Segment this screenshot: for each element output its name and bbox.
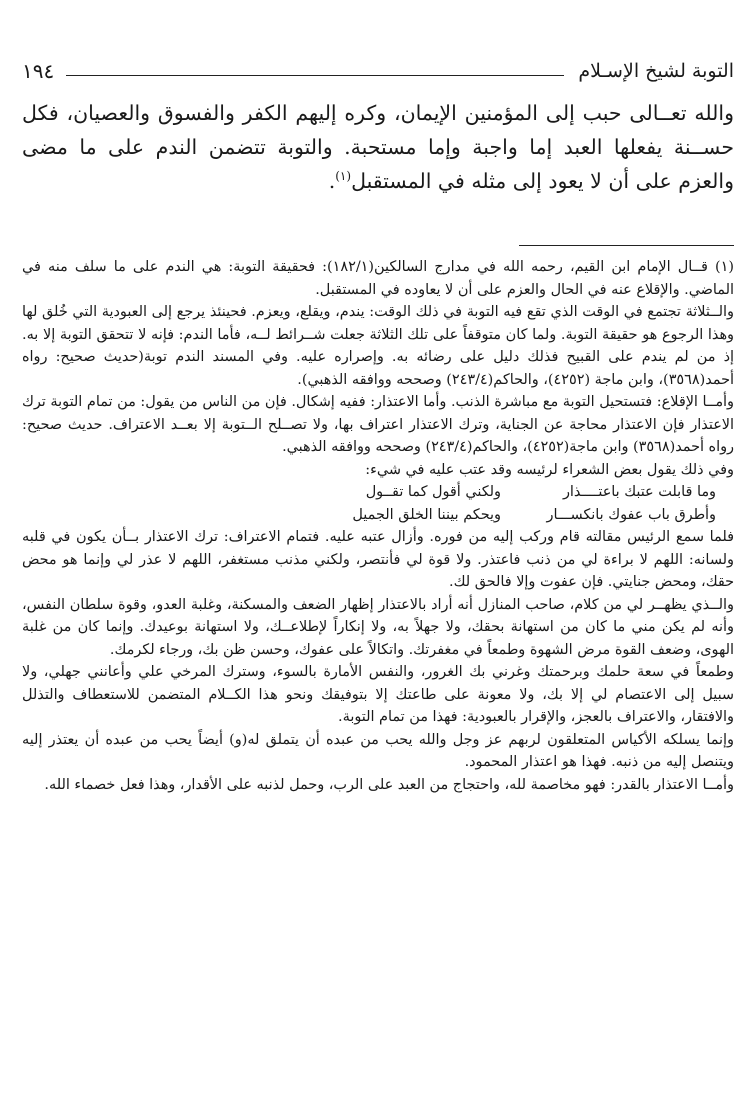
footnote-paragraph: (١) قــال الإمام ابن القيم، رحمه الله في مدارج السالكين(١٨٢/١): فحقيقة التوبة: هي الندم على ما سلف منه في الماضي. والإقلاع عنه في الحال والعزم على أن لا يعاوده في المستقبل. (22, 259, 734, 298)
footnote-paragraph: وطمعاً في سعة حلمك وبرحمتك وغرني بك الغرور، والنفس الأمارة بالسوء، وسترك المرخي علي وأعانني جهلي، ولا سبيل إلى الاعتصام لي إلا بك، ولا معونة على طاعتك إلا بتوفيقك ونحو هذا الكــلام المتضمن للاستعطاف والتذلل والافتقار، والاعتراف بالعجز، والإقرار بالعبودية: فهذا من تمام التوبة. (22, 664, 734, 725)
main-paragraph-text: والله تعــالى حبب إلى المؤمنين الإيمان، وكره إليهم الكفر والفسوق والعصيان، فكل حســنة يفعلها العبد إما واجبة وإما مستحبة. والتوبة تتضمن الندم على ما مضى والعزم على أن لا يعود إلى مثله في المستقبل (22, 101, 734, 193)
main-text (22, 96, 734, 198)
verse-hemistich: ولكني أقول كما تقــول (365, 484, 501, 500)
verse-hemistich: ويحكم بيننا الخلق الجميل (352, 506, 501, 523)
footnote-paragraph: وأمــا الاعتذار بالقدر: فهو مخاصمة لله، واحتجاج من العبد على الرب، وحمل لذنبه على الأقدار، وهذا فعل خصماء الله. (44, 776, 734, 793)
running-header (22, 56, 734, 86)
footnote-paragraph: وأمــا الإقلاع: فتستحيل التوبة مع مباشرة الذنب. وأما الاعتذار: ففيه إشكال. فإن من الناس من يقول: من تمام التوبة ترك الاعتذار فإن الاعتذار محاجة عن الجناية، وترك الاعتذار اعتراف بها، ولا تصــلح الــتوبة إلا بعــد الاعتراف. حديث صحيح: رواه أحمد(٣٥٦٨) وابن ماجة(٤٢٥٢)، والحاكم(٢٤٣/٤) وصححه ووافقه الذهبي. (22, 394, 734, 455)
footnote-paragraph: وإنما يسلكه الأكياس المتعلقون لربهم عز وجل والله يحب من عبده أن يتملق له(و) أيضاً يحب من عبده أن يعتذر إليه ويتنصل إليه من ذنبه. فهذا هو اعتذار المحمود. (22, 731, 734, 770)
main-paragraph: والله تعــالى حبب إلى المؤمنين الإيمان، وكره إليهم الكفر والفسوق والعصيان، فكل حســنة يفعلها العبد إما واجبة وإما مستحبة. والتوبة تتضمن الندم على ما مضى والعزم على أن لا يعود إلى مثله في المستقبل$^{(١)}$. (22, 101, 734, 193)
footnote-paragraph: وفي ذلك يقول بعض الشعراء لرئيسه وقد عتب عليه في شيء: (365, 461, 734, 478)
footnote-reference: (١) (335, 169, 352, 184)
verse-hemistich: وأطرق باب عفوك بانكســـار (546, 506, 716, 523)
header-rule (66, 75, 564, 76)
page-number: ١٩٤ (22, 59, 55, 83)
footnotes (22, 256, 734, 796)
footnote-paragraph: والــثلاثة تجتمع في الوقت الذي تقع فيه التوبة في ذلك الوقت: يندم، ويقلع، ويعزم. فحينئذ يرجع إلى العبودية التي خُلق لها وهذا الرجوع هو حقيقة التوبة. ولما كان متوقفاً على تلك الثلاثة جعلت شــرائط لــه، فأما الندم: فإنه لا تتحقق التوبة إلا به. إذ من لم يندم على القبيح فذلك دليل على رضائه به. وإصراره عليه. وفي المسند الندم توبة(حديث صحيح: رواه أحمد(٣٥٦٨)، وابن ماجة (٤٢٥٢)، والحاكم(٢٤٣/٤) وصححه ووافقه الذهبي). (22, 304, 734, 388)
footnote-paragraph: والــذي يظهــر لي من كلام، صاحب المنازل أنه أراد بالاعتذار إظهار الضعف والمسكنة، وغلبة العدو، وقوة سلطان النفس، وأنه لم يكن مني ما كان من استهانة بحقك، ولا جهلاً به، ولا إنكاراً لإطلاعــك، ولا استهانة بوعيدك. وإنما كان من غلبة الهوى، وضعف القوة مرض الشهوة وطمعاً في مغفرتك. واتكالاً على عفوك، وحسن ظن بك، ورجاء لكرمك. (22, 596, 734, 658)
verse-line (22, 504, 734, 527)
verse-hemistich: وما قابلت عتبك باعتــــذار (562, 484, 716, 500)
running-title: التوبة لشيخ الإسـلام (578, 60, 734, 82)
footnote-separator (519, 245, 734, 246)
footnote-paragraph: فلما سمع الرئيس مقالته قام وركب إليه من فوره. وأزال عتبه عليه. فتمام الاعتراف: ترك الاعتذار بــأن يكون في قلبه ولسانه: اللهم لا براءة لي من ذنب فاعتذر. ولا قوة لي فأنتصر، ولكني مذنب مستغفر، اللهم لا عذر لي وإنما هو محض حقك، ومحض جنايتي. فإن عفوت وإلا فالحق لك. (22, 529, 734, 590)
verse-line (22, 481, 734, 504)
